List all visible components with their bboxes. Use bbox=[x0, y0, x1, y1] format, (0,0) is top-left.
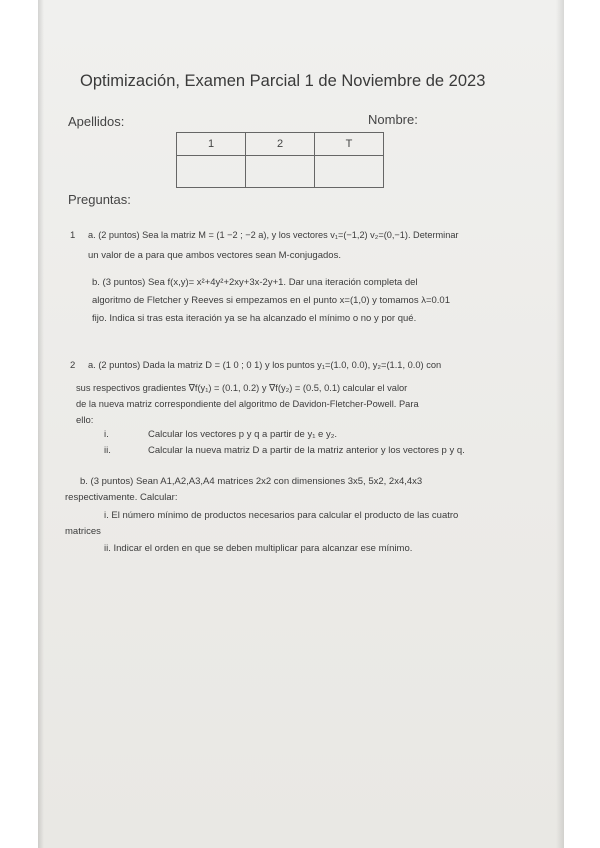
q2a-line1: a. (2 puntos) Dada la matriz D = (1 0 ; 0 1) y los puntos y₁=(1.0, 0.0), y₂=(1.1, 0.0) con bbox=[88, 360, 442, 370]
q2a-ii-text: Calcular la nueva matriz D a partir de la matriz anterior y los vectores p y q. bbox=[148, 445, 465, 456]
sheet-shadow-right bbox=[556, 0, 564, 848]
q1a-line1: a. (2 puntos) Sea la matriz M = (1 −2 ; −2 a), y los vectores v₁=(−1,2) v₂=(0,−1). Determinar bbox=[88, 230, 459, 240]
grades-header-2: 2 bbox=[246, 133, 315, 156]
exam-title: Optimización, Examen Parcial 1 de Noviembre de 2023 bbox=[80, 72, 486, 90]
q2b-line2: respectivamente. Calcular: bbox=[65, 492, 178, 503]
nombre-label: Nombre: bbox=[368, 112, 418, 127]
q2-number: 2 bbox=[70, 360, 76, 371]
q1b-line2: algoritmo de Fletcher y Reeves si empezamos en el punto x=(1,0) y tomamos λ=0.01 bbox=[92, 295, 451, 306]
grades-score-row bbox=[177, 156, 384, 188]
grades-header-row bbox=[177, 133, 384, 156]
q2a-i-text: Calcular los vectores p y q a partir de y₁ e y₂. bbox=[148, 429, 338, 440]
q2a-line2: sus respectivos gradientes ∇f(y₁) = (0.1, 0.2) y ∇f(y₂) = (0.5, 0.1) calcular el valor bbox=[76, 383, 408, 393]
q1b-line3: fijo. Indica si tras esta iteración ya se ha alcanzado el mínimo o no y por qué. bbox=[92, 313, 417, 324]
q2b-line1: b. (3 puntos) Sean A1,A2,A3,A4 matrices 2x2 con dimensiones 3x5, 5x2, 2x4,4x3 bbox=[80, 476, 423, 487]
grades-table bbox=[176, 132, 384, 188]
preguntas-label: Preguntas: bbox=[68, 192, 131, 207]
grades-score-1 bbox=[177, 156, 246, 188]
q1b-line1: b. (3 puntos) Sea f(x,y)= x²+4y²+2xy+3x-2y+1. Dar una iteración completa del bbox=[92, 277, 418, 288]
q2a-i-number: i. bbox=[104, 429, 109, 440]
q1-number: 1 bbox=[70, 230, 76, 241]
q2a-ii-number: ii. bbox=[104, 445, 111, 456]
grades-score-2 bbox=[246, 156, 315, 188]
apellidos-label: Apellidos: bbox=[68, 114, 125, 129]
q1a-line2: un valor de a para que ambos vectores sean M-conjugados. bbox=[88, 250, 341, 261]
grades-header-total: T bbox=[315, 133, 384, 156]
sheet-shadow-left bbox=[38, 0, 44, 848]
grades-header-1: 1 bbox=[177, 133, 246, 156]
q2a-line4: ello: bbox=[76, 415, 94, 426]
q2b-i-line1: i. El número mínimo de productos necesarios para calcular el producto de las cuatro bbox=[104, 510, 459, 521]
grades-score-total bbox=[315, 156, 384, 188]
q2a-line3: de la nueva matriz correspondiente del algoritmo de Davidon-Fletcher-Powell. Para bbox=[76, 399, 419, 409]
q2b-i-line2: matrices bbox=[65, 526, 101, 537]
q2b-ii-line1: ii. Indicar el orden en que se deben multiplicar para alcanzar ese mínimo. bbox=[104, 543, 413, 554]
